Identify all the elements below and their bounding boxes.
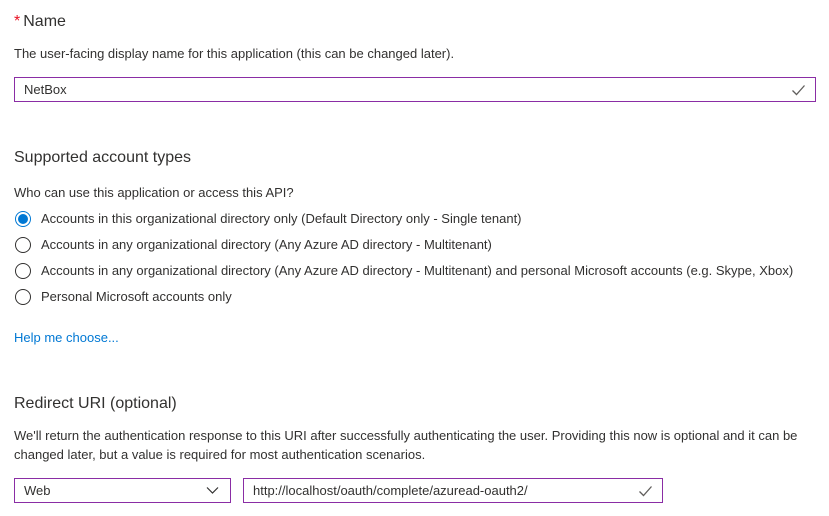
account-type-radio-group bbox=[14, 206, 816, 310]
valid-check-icon bbox=[791, 84, 806, 96]
name-title-text: Name bbox=[23, 13, 66, 30]
radio-button-icon bbox=[15, 211, 31, 227]
redirect-uri-row bbox=[14, 478, 816, 503]
radio-button-icon bbox=[15, 237, 31, 253]
radio-option-personal-only[interactable] bbox=[14, 284, 816, 310]
radio-option-multitenant[interactable] bbox=[14, 232, 816, 258]
platform-select-value: Web bbox=[24, 483, 51, 498]
name-input-wrap bbox=[14, 77, 816, 102]
supported-account-types-section bbox=[14, 148, 816, 347]
name-input[interactable] bbox=[15, 78, 815, 101]
help-me-choose-link[interactable]: Help me choose... bbox=[14, 330, 119, 345]
redirect-uri-title: Redirect URI (optional) bbox=[14, 395, 177, 412]
name-section bbox=[14, 12, 816, 102]
valid-check-icon bbox=[638, 485, 653, 497]
radio-option-label: Accounts in any organizational directory (Any Azure AD directory - Multitenant) and personal Microsoft accounts (e.g. Skype, Xbox) bbox=[41, 263, 794, 278]
name-section-title bbox=[14, 12, 816, 32]
required-asterisk: * bbox=[14, 13, 21, 30]
redirect-uri-section bbox=[14, 394, 816, 503]
account-types-question: Who can use this application or access this API? bbox=[14, 185, 294, 200]
redirect-uri-input-wrap bbox=[243, 478, 663, 503]
radio-option-single-tenant[interactable] bbox=[14, 206, 816, 232]
redirect-uri-description: We'll return the authentication response to this URI after successfully authenticating the user. Providing this now is optional and it can be changed later, but a value is required for most authentication scenarios. bbox=[14, 428, 798, 462]
radio-option-label: Accounts in any organizational directory (Any Azure AD directory - Multitenant) bbox=[41, 237, 492, 252]
radio-button-icon bbox=[15, 263, 31, 279]
platform-select[interactable] bbox=[14, 478, 231, 503]
radio-option-label: Accounts in this organizational directory only (Default Directory only - Single tenant) bbox=[41, 211, 522, 226]
redirect-uri-input[interactable] bbox=[244, 479, 662, 502]
name-description: The user-facing display name for this application (this can be changed later). bbox=[14, 46, 455, 61]
radio-option-label: Personal Microsoft accounts only bbox=[41, 289, 232, 304]
supported-account-types-title: Supported account types bbox=[14, 149, 192, 166]
radio-option-multitenant-personal[interactable] bbox=[14, 258, 816, 284]
chevron-down-icon bbox=[206, 486, 219, 495]
radio-button-icon bbox=[15, 289, 31, 305]
